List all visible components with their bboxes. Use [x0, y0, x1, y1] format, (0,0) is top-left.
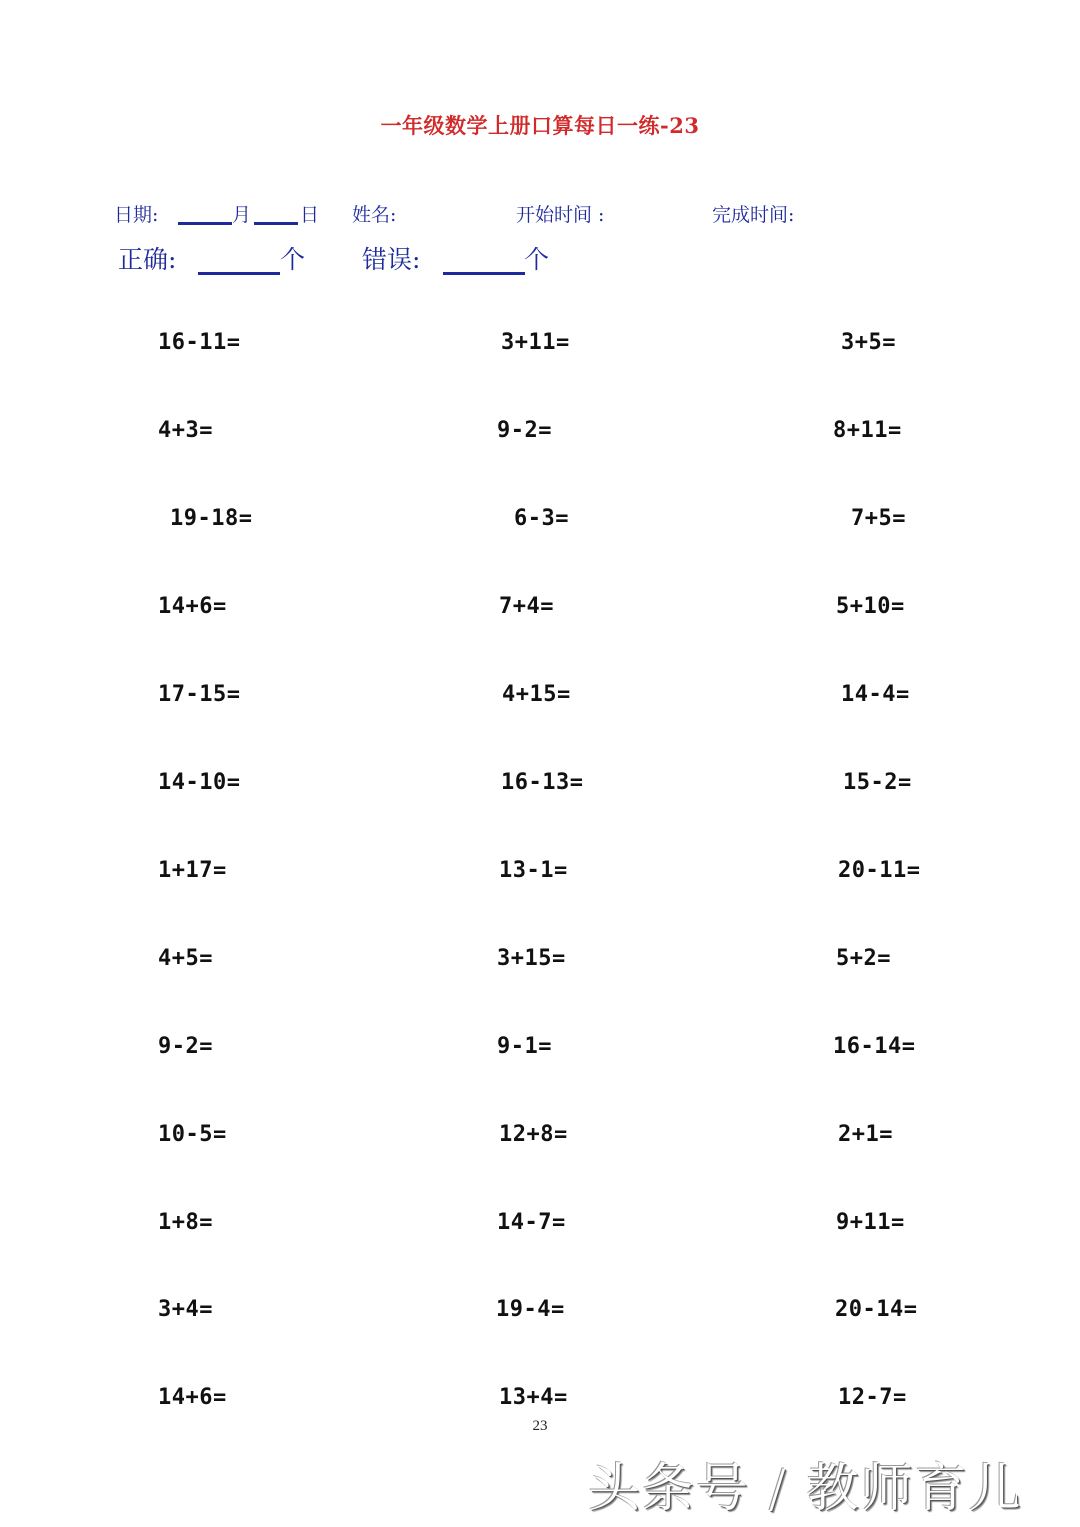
problem: 9-2= [158, 1034, 213, 1059]
problem: 14-4= [841, 682, 910, 707]
wrong-count-blank[interactable] [443, 240, 525, 275]
problem: 16-13= [501, 770, 584, 795]
problem: 15-2= [843, 770, 912, 795]
month-label: 月 [232, 204, 252, 226]
problem: 16-14= [833, 1034, 916, 1059]
day-label: 日 [300, 204, 320, 226]
problem: 3+4= [158, 1297, 213, 1322]
problem: 3+11= [501, 330, 570, 355]
problem: 3+15= [497, 946, 566, 971]
problem: 4+5= [158, 946, 213, 971]
problem: 14-7= [497, 1210, 566, 1235]
name-label: 姓名: [352, 204, 397, 226]
watermark: 头条号 / 教师育儿 [588, 1459, 1023, 1519]
problem: 3+5= [841, 330, 896, 355]
problem: 19-4= [496, 1297, 565, 1322]
date-label: 日期: [114, 204, 159, 226]
problem: 7+4= [499, 594, 554, 619]
wrong-label: 错误: [362, 245, 421, 274]
day-blank[interactable] [254, 200, 298, 225]
problem: 5+2= [836, 946, 891, 971]
problem: 2+1= [838, 1122, 893, 1147]
problem: 8+11= [833, 418, 902, 443]
problem: 16-11= [158, 330, 241, 355]
problem: 6-3= [514, 506, 569, 531]
problem: 17-15= [158, 682, 241, 707]
problem: 19-18= [170, 506, 253, 531]
problem: 9-2= [497, 418, 552, 443]
end-time-label: 完成时间: [712, 204, 795, 226]
start-time-label: 开始时间 : [516, 204, 605, 226]
problem: 20-11= [838, 858, 921, 883]
problem: 9-1= [497, 1034, 552, 1059]
problem: 13+4= [499, 1385, 568, 1410]
problem: 10-5= [158, 1122, 227, 1147]
wrong-unit: 个 [524, 245, 550, 274]
correct-unit: 个 [280, 245, 306, 274]
problem: 13-1= [499, 858, 568, 883]
month-blank[interactable] [178, 200, 232, 225]
problem: 20-14= [835, 1297, 918, 1322]
problem: 9+11= [836, 1210, 905, 1235]
problem: 12-7= [838, 1385, 907, 1410]
problem: 14+6= [158, 1385, 227, 1410]
problem: 14-10= [158, 770, 241, 795]
problem: 4+15= [502, 682, 571, 707]
problem: 4+3= [158, 418, 213, 443]
problem: 7+5= [851, 506, 906, 531]
problem: 1+8= [158, 1210, 213, 1235]
worksheet-title: 一年级数学上册口算每日一练-23 [380, 113, 700, 138]
problem: 1+17= [158, 858, 227, 883]
problem: 12+8= [499, 1122, 568, 1147]
correct-count-blank[interactable] [198, 240, 280, 275]
problem: 14+6= [158, 594, 227, 619]
page-number: 23 [532, 1418, 548, 1434]
correct-label: 正确: [118, 245, 177, 274]
problem: 5+10= [836, 594, 905, 619]
